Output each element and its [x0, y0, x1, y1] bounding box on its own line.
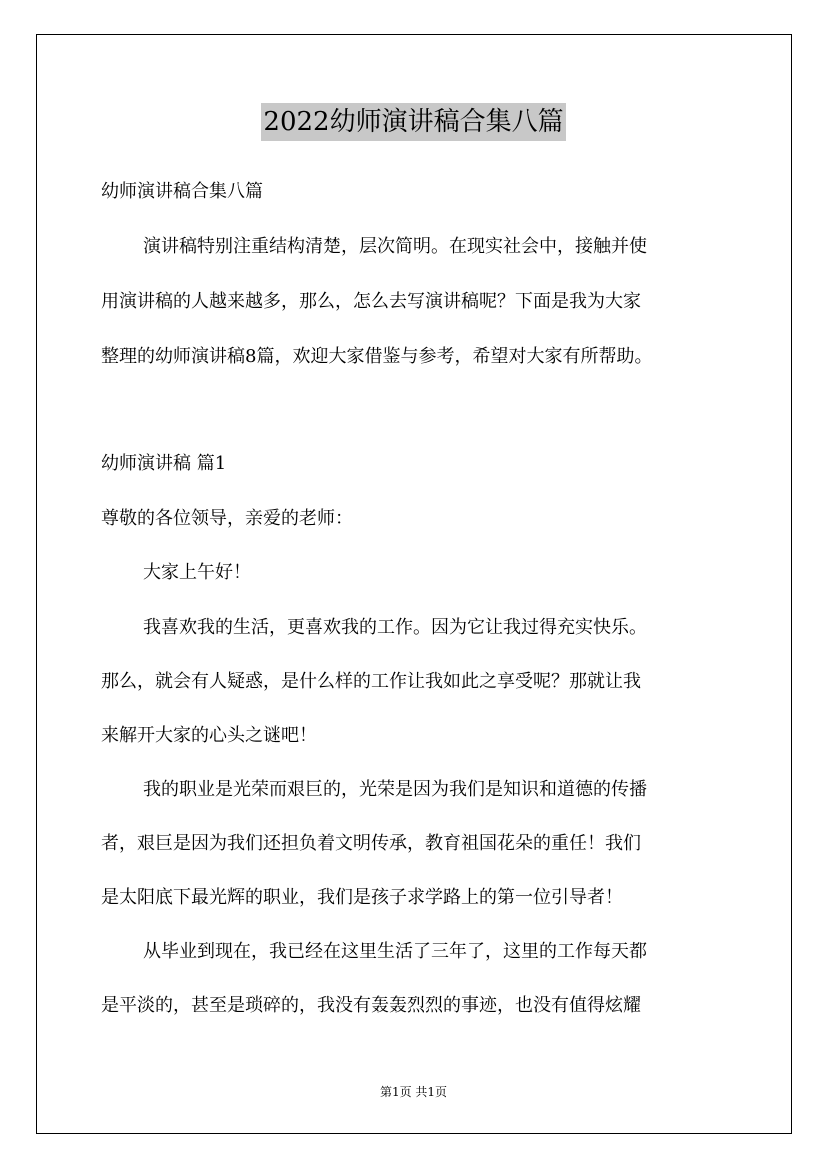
greeting: 大家上午好！ — [143, 562, 251, 583]
intro-line: 演讲稿特别注重结构清楚，层次简明。在现实社会中，接触并使 — [143, 236, 647, 257]
paragraph-line: 是太阳底下最光辉的职业，我们是孩子求学路上的第一位引导者！ — [101, 887, 623, 908]
paragraph-line: 我喜欢我的生活，更喜欢我的工作。因为它让我过得充实快乐。 — [143, 617, 647, 638]
salutation: 尊敬的各位领导，亲爱的老师： — [101, 508, 353, 529]
document-title: 2022幼师演讲稿合集八篇 — [261, 103, 565, 141]
document-title-wrap — [0, 103, 827, 141]
paragraph-line: 我的职业是光荣而艰巨的，光荣是因为我们是知识和道德的传播 — [143, 779, 647, 800]
paragraph-line: 从毕业到现在，我已经在这里生活了三年了，这里的工作每天都 — [143, 941, 647, 962]
paragraph-line: 是平淡的，甚至是琐碎的，我没有轰轰烈烈的事迹，也没有值得炫耀 — [101, 995, 641, 1016]
paragraph-line: 来解开大家的心头之谜吧！ — [101, 725, 317, 746]
page-footer: 第1页 共1页 — [379, 1085, 448, 1099]
intro-line: 用演讲稿的人越来越多，那么，怎么去写演讲稿呢？下面是我为大家 — [101, 291, 641, 312]
paragraph-line: 者，艰巨是因为我们还担负着文明传承，教育祖国花朵的重任！我们 — [101, 833, 641, 854]
intro-line: 整理的幼师演讲稿8篇，欢迎大家借鉴与参考，希望对大家有所帮助。 — [101, 346, 653, 367]
subtitle: 幼师演讲稿合集八篇 — [101, 181, 263, 202]
section-heading: 幼师演讲稿 篇1 — [101, 453, 227, 474]
paragraph-line: 那么，就会有人疑惑，是什么样的工作让我如此之享受呢？那就让我 — [101, 671, 641, 692]
